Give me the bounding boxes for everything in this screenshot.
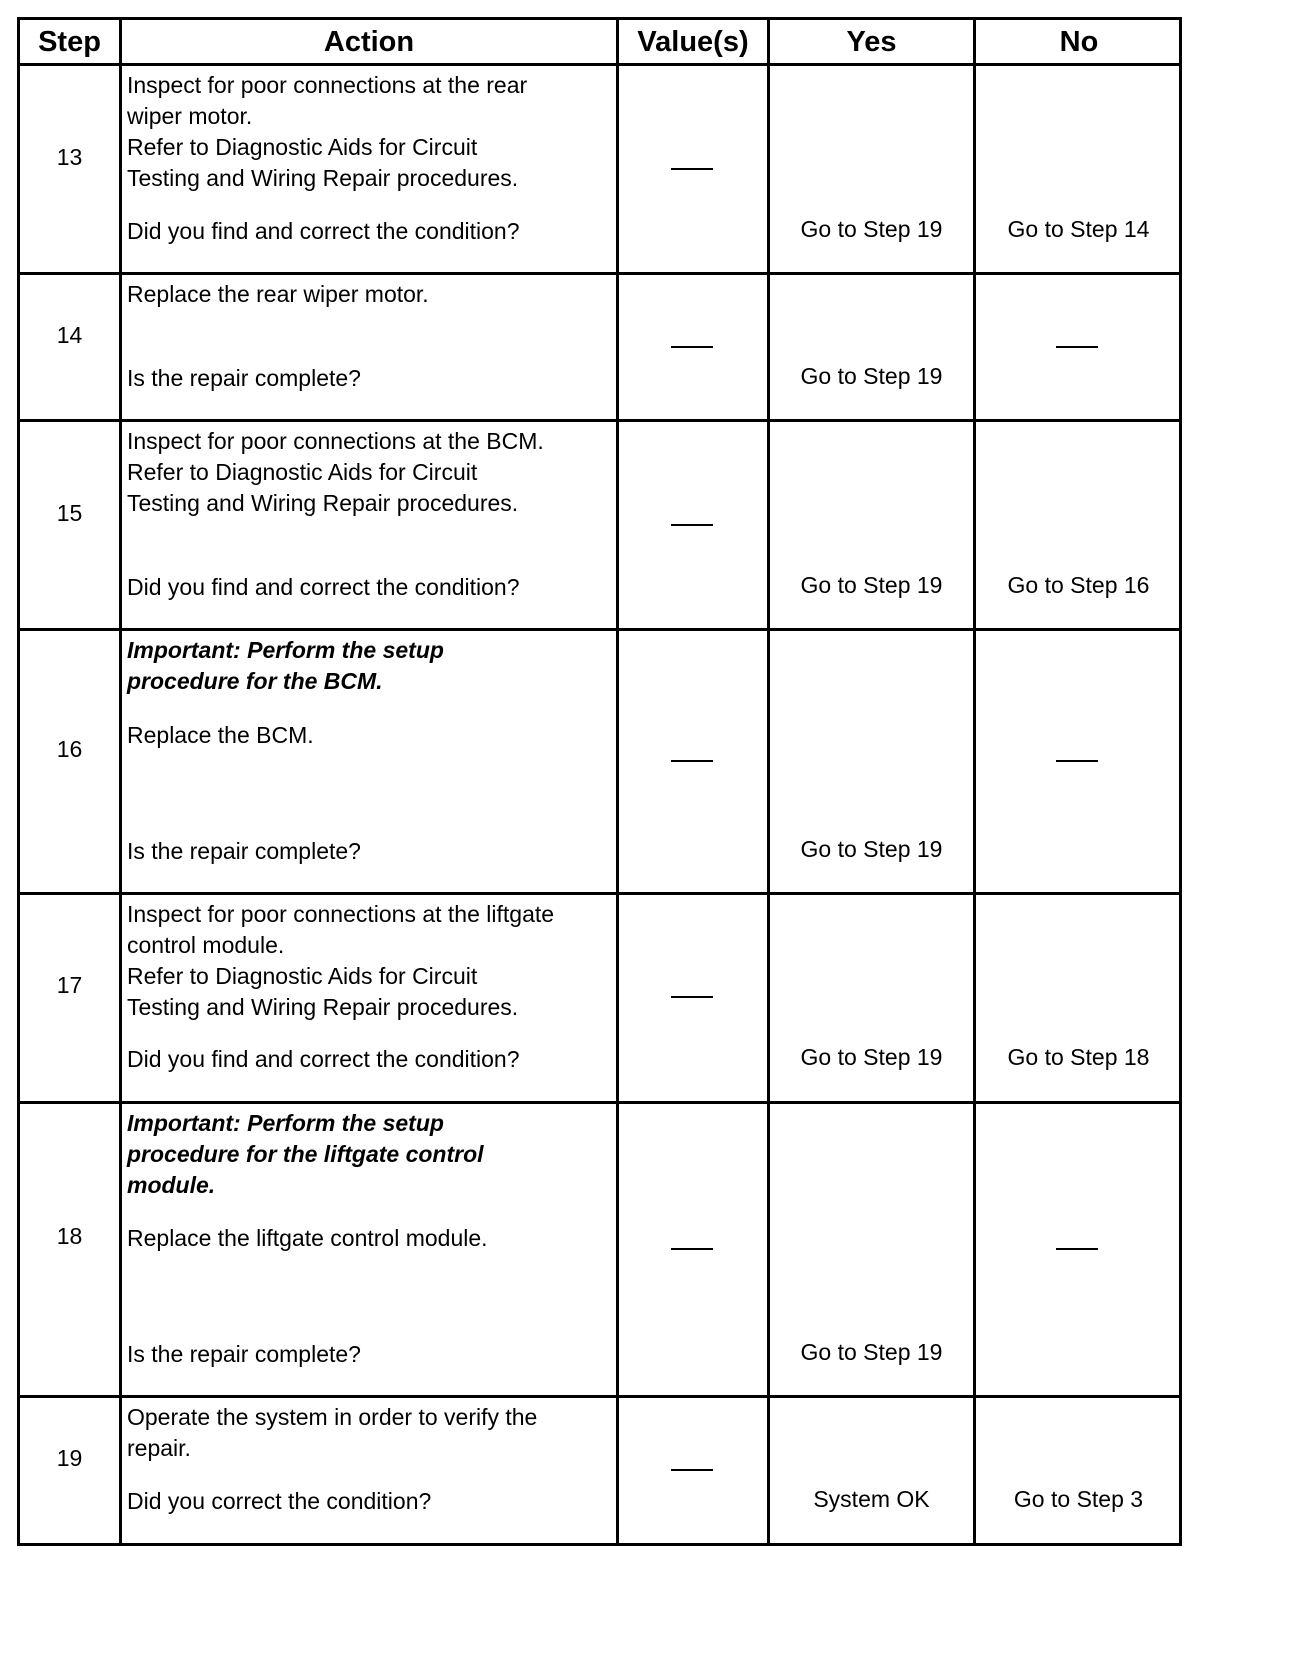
action-text: Replace the BCM. bbox=[127, 722, 314, 748]
important-note: Important: Perform the setup procedure for the liftgate control module. bbox=[127, 1110, 484, 1198]
no-result: Go to Step 18 bbox=[1007, 1044, 1150, 1070]
value-dash bbox=[671, 996, 713, 998]
column-divider bbox=[767, 17, 770, 1546]
step-number: 17 bbox=[56, 972, 83, 998]
row-divider bbox=[17, 272, 1182, 275]
action-text: Replace the liftgate control module. bbox=[127, 1225, 488, 1251]
action-question: Is the repair complete? bbox=[127, 365, 361, 391]
yes-result: Go to Step 19 bbox=[800, 1044, 943, 1070]
yes-result: Go to Step 19 bbox=[800, 1339, 943, 1365]
step-number: 18 bbox=[56, 1223, 83, 1249]
action-text: Inspect for poor connections at the BCM. Refer to Diagnostic Aids for Circuit Testing and Wiring Repair procedures. bbox=[127, 428, 544, 516]
row-divider bbox=[17, 1101, 1182, 1104]
header-values: Value(s) bbox=[637, 26, 749, 58]
row-divider bbox=[17, 1395, 1182, 1398]
yes-result: System OK bbox=[813, 1486, 930, 1512]
action-text: Inspect for poor connections at the rear wiper motor. Refer to Diagnostic Aids for Circuit Testing and Wiring Repair procedures. bbox=[127, 72, 528, 191]
header-step: Step bbox=[38, 26, 101, 58]
step-number: 13 bbox=[56, 144, 83, 170]
no-result: Go to Step 3 bbox=[1013, 1486, 1144, 1512]
action-question: Did you find and correct the condition? bbox=[127, 218, 520, 244]
row-divider bbox=[17, 419, 1182, 422]
column-divider bbox=[119, 17, 122, 1546]
action-question: Did you find and correct the condition? bbox=[127, 574, 520, 600]
value-dash bbox=[671, 760, 713, 762]
value-dash bbox=[671, 168, 713, 170]
value-dash bbox=[671, 1469, 713, 1471]
important-note: Important: Perform the setup procedure for the BCM. bbox=[127, 637, 444, 694]
column-divider bbox=[973, 17, 976, 1546]
value-dash bbox=[671, 346, 713, 348]
step-number: 14 bbox=[56, 322, 83, 348]
no-dash bbox=[1056, 760, 1098, 762]
row-divider bbox=[17, 892, 1182, 895]
value-dash bbox=[671, 524, 713, 526]
row-divider bbox=[17, 628, 1182, 631]
action-question: Did you correct the condition? bbox=[127, 1488, 432, 1514]
value-dash bbox=[671, 1248, 713, 1250]
action-question: Is the repair complete? bbox=[127, 838, 361, 864]
no-dash bbox=[1056, 346, 1098, 348]
header-no: No bbox=[1059, 26, 1099, 58]
action-question: Did you find and correct the condition? bbox=[127, 1046, 520, 1072]
action-text: Operate the system in order to verify the repair. bbox=[127, 1404, 538, 1461]
no-result: Go to Step 14 bbox=[1007, 216, 1150, 242]
action-question: Is the repair complete? bbox=[127, 1341, 361, 1367]
yes-result: Go to Step 19 bbox=[800, 836, 943, 862]
step-number: 19 bbox=[56, 1445, 83, 1471]
yes-result: Go to Step 19 bbox=[800, 363, 943, 389]
step-number: 16 bbox=[56, 736, 83, 762]
action-text: Replace the rear wiper motor. bbox=[127, 281, 429, 307]
no-dash bbox=[1056, 1248, 1098, 1250]
step-number: 15 bbox=[56, 500, 83, 526]
no-result: Go to Step 16 bbox=[1007, 572, 1150, 598]
yes-result: Go to Step 19 bbox=[800, 216, 943, 242]
header-action: Action bbox=[323, 26, 415, 58]
header-yes: Yes bbox=[846, 26, 897, 58]
action-text: Inspect for poor connections at the liftgate control module. Refer to Diagnostic Aids for Circuit Testing and Wiring Repair procedures. bbox=[127, 901, 555, 1020]
yes-result: Go to Step 19 bbox=[800, 572, 943, 598]
